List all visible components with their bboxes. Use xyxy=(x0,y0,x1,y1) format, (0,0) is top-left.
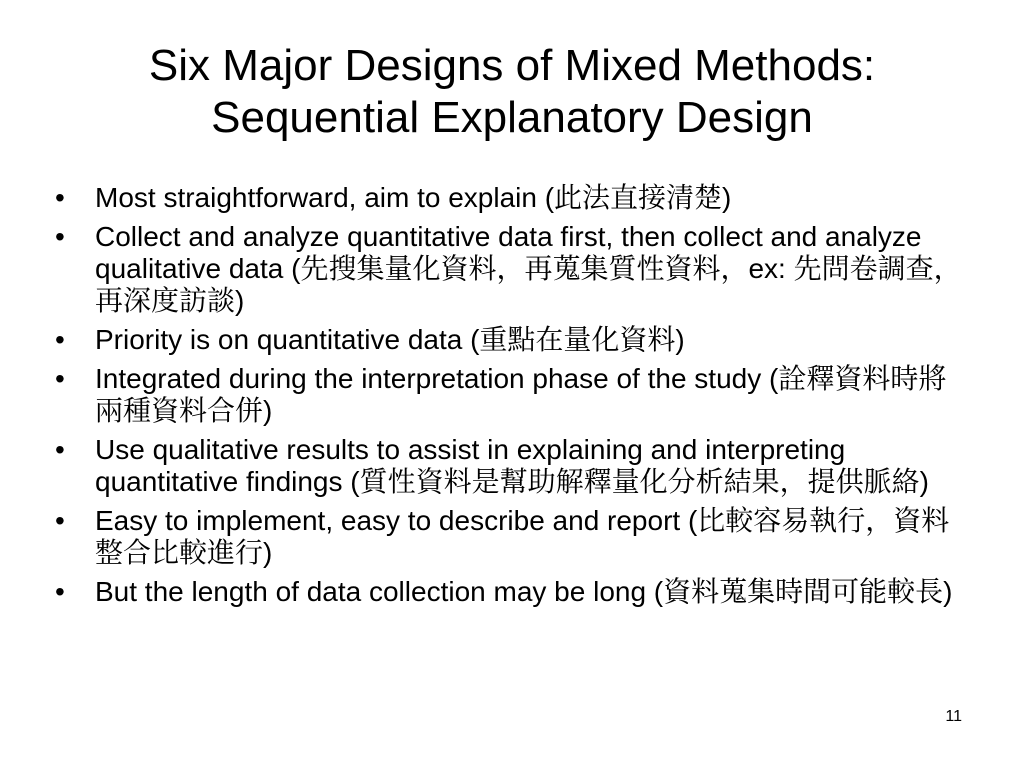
bullet-item-duration: • But the length of data collection may be long (資料蒐集時間可能較長) xyxy=(55,576,970,608)
bullet-item-priority: • Priority is on quantitative data (重點在量化資料) xyxy=(55,324,970,356)
bullet-item-explain: • Most straightforward, aim to explain (此法直接清楚) xyxy=(55,182,970,214)
slide-title-line-1: Six Major Designs of Mixed Methods: xyxy=(148,41,876,90)
bullet-item-qualitative-role: • Use qualitative results to assist in explaining and interpreting quantitative findings (質性資料是幫助解釋量化分析結果，提供脈絡) xyxy=(55,434,970,498)
bullet-item-ease: • Easy to implement, easy to describe and report (比較容易執行，資料整合比較進行) xyxy=(55,505,970,569)
bullet-item-integration: • Integrated during the interpretation phase of the study (詮釋資料時將兩種資料合併) xyxy=(55,363,970,427)
bullet-list xyxy=(55,182,970,615)
page-number: 11 xyxy=(945,708,962,725)
slide-title-line-2: Sequential Explanatory Design xyxy=(211,93,813,142)
bullet-item-collect-order: • Collect and analyze quantitative data first, then collect and analyze qualitative data (先搜集量化資料，再蒐集質性資料，ex: 先問卷調查，再深度訪談) xyxy=(55,221,970,317)
slide-title xyxy=(40,40,984,144)
